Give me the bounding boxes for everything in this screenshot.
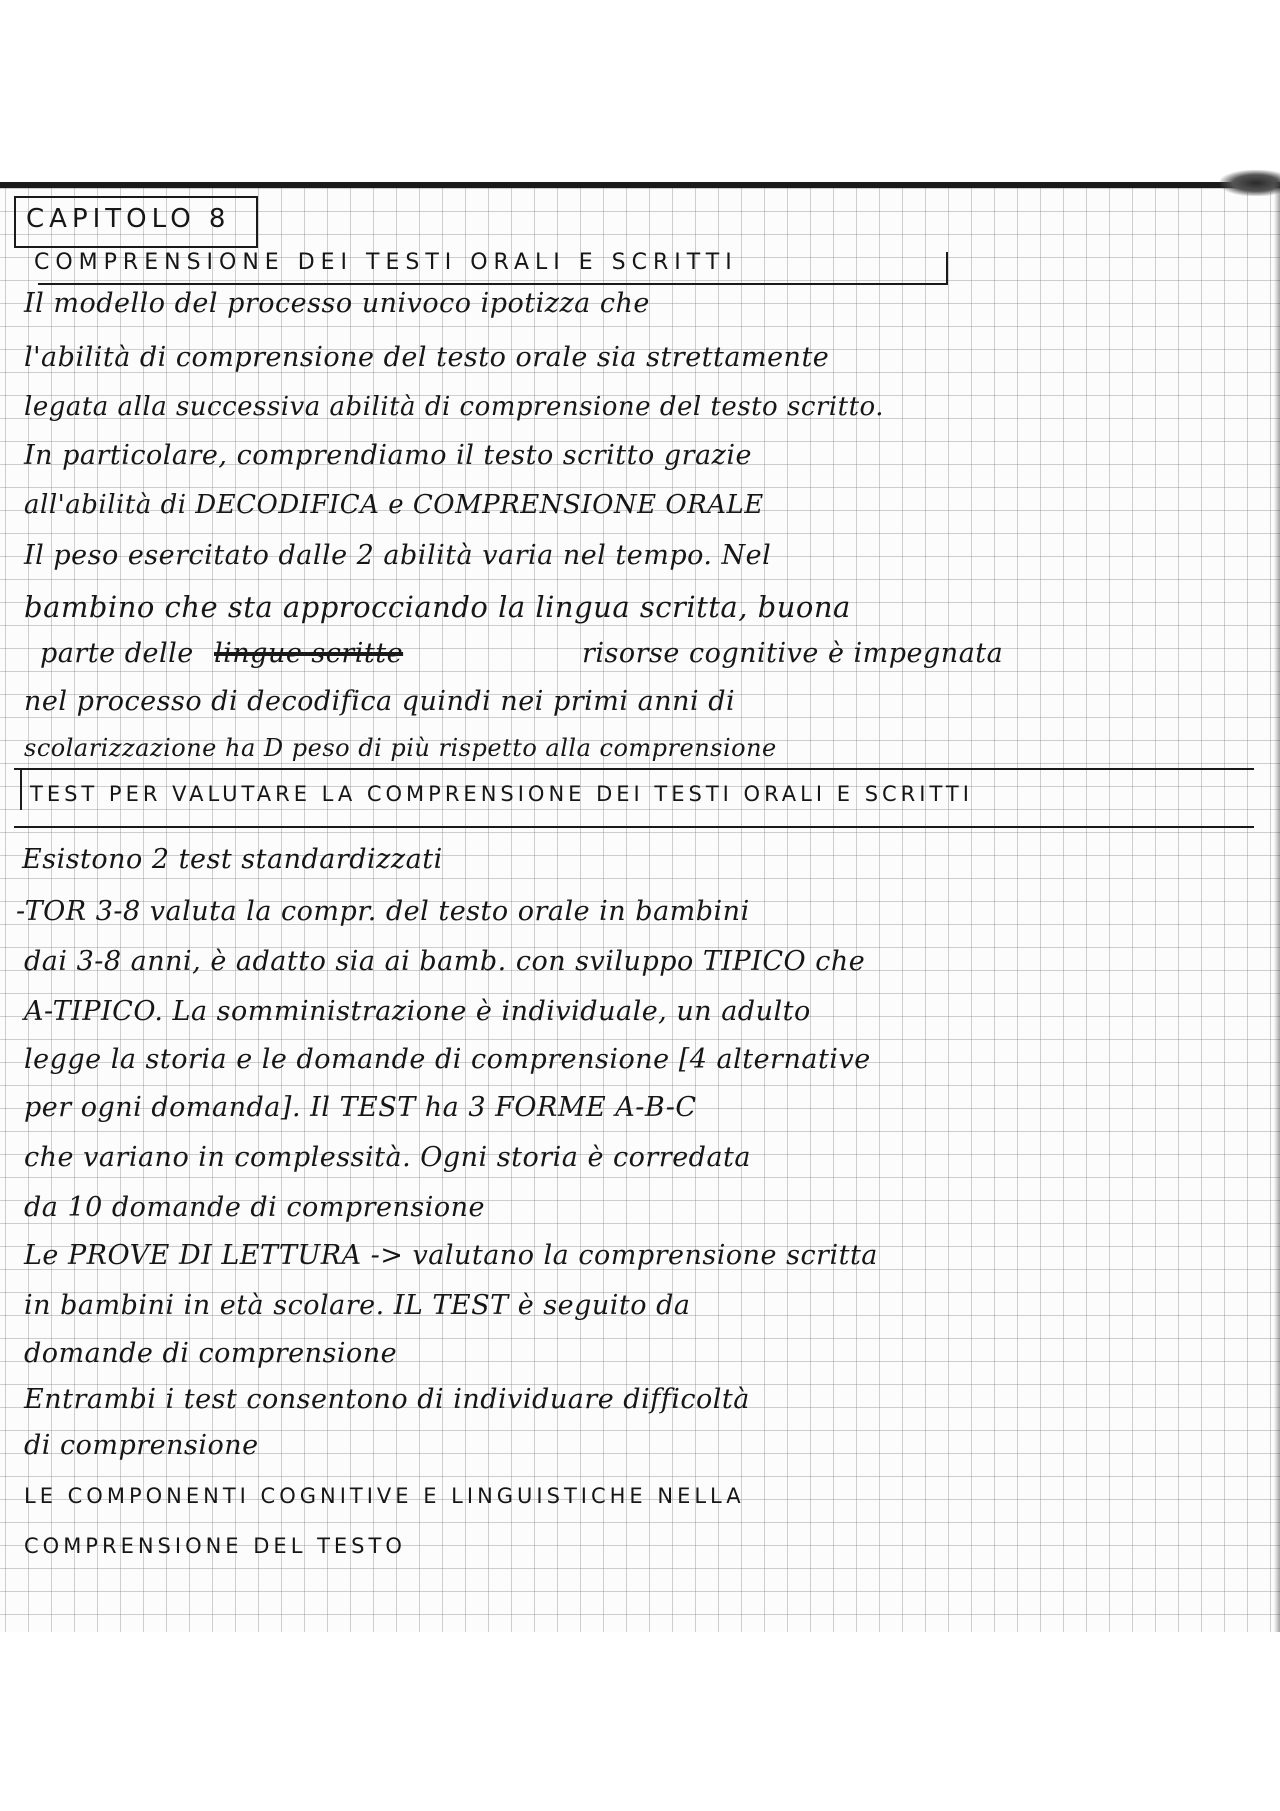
section2-heading-left-bar [20, 770, 22, 810]
section1-line-7: bambino che sta approcciando la lingua scritta, buona [24, 590, 851, 624]
section1-line-5: all'abilità di DECODIFICA e COMPRENSIONE ORALE [24, 490, 764, 520]
section1-line-3: legata alla successiva abilità di comprensione del testo scritto. [24, 392, 884, 422]
section2-line-3: dai 3-8 anni, è adatto sia ai bamb. con sviluppo TIPICO che [24, 946, 866, 977]
section2-line-5: legge la storia e le domande di comprensione [4 alternative [24, 1044, 871, 1075]
section2-heading: TEST PER VALUTARE LA COMPRENSIONE DEI TESTI ORALI E SCRITTI [30, 782, 973, 806]
corner-smudge [1220, 170, 1280, 196]
chapter-title-bracket [946, 252, 948, 285]
section1-line-2: l'abilità di comprensione del testo orale sia strettamente [24, 342, 830, 373]
section2-heading-rule-bottom [14, 826, 1254, 828]
chapter-label: CAPITOLO 8 [26, 204, 231, 234]
section2-line-9: Le PROVE DI LETTURA -> valutano la comprensione scritta [24, 1240, 878, 1271]
section1-line-6: Il peso esercitato dalle 2 abilità varia nel tempo. Nel [24, 540, 772, 571]
section1-line-4: In particolare, comprendiamo il testo scritto grazie [24, 440, 752, 471]
section2-line-14: LE COMPONENTI COGNITIVE E LINGUISTICHE NELLA [24, 1484, 745, 1508]
section1-line-1: Il modello del processo univoco ipotizza che [24, 288, 650, 319]
section1-line-10: scolarizzazione ha D peso di più rispetto alla comprensione [24, 734, 777, 762]
section2-heading-rule-top [14, 768, 1254, 770]
section2-line-12: Entrambi i test consentono di individuare difficoltà [24, 1384, 750, 1415]
section2-line-7: che variano in complessità. Ogni storia è corredata [24, 1142, 751, 1173]
section2-line-2: -TOR 3-8 valuta la compr. del testo orale in bambini [16, 896, 750, 927]
section2-line-6: per ogni domanda]. Il TEST ha 3 FORME A-B-C [24, 1092, 697, 1123]
section2-line-8: da 10 domande di comprensione [24, 1192, 486, 1223]
chapter-title: COMPRENSIONE DEI TESTI ORALI E SCRITTI [34, 250, 738, 275]
section2-line-10: in bambini in età scolare. IL TEST è seguito da [24, 1290, 691, 1321]
struck-words: lingue scritte [214, 638, 404, 669]
section1-line-8b: risorse cognitive è impegnata [582, 638, 1004, 669]
section2-line-1: Esistono 2 test standardizzati [22, 844, 443, 875]
section1-line-9: nel processo di decodifica quindi nei primi anni di [24, 686, 736, 717]
page-top-edge [0, 182, 1280, 188]
section2-line-13: di comprensione [24, 1430, 259, 1461]
page-right-edge-shadow [1274, 182, 1280, 1632]
chapter-title-underline [38, 283, 948, 285]
section2-line-4: A-TIPICO. La somministrazione è individuale, un adulto [24, 996, 811, 1027]
section2-line-11: domande di comprensione [24, 1338, 398, 1369]
section2-line-15: COMPRENSIONE DEL TESTO [24, 1534, 406, 1558]
section1-line-8a: parte delle [40, 638, 194, 669]
